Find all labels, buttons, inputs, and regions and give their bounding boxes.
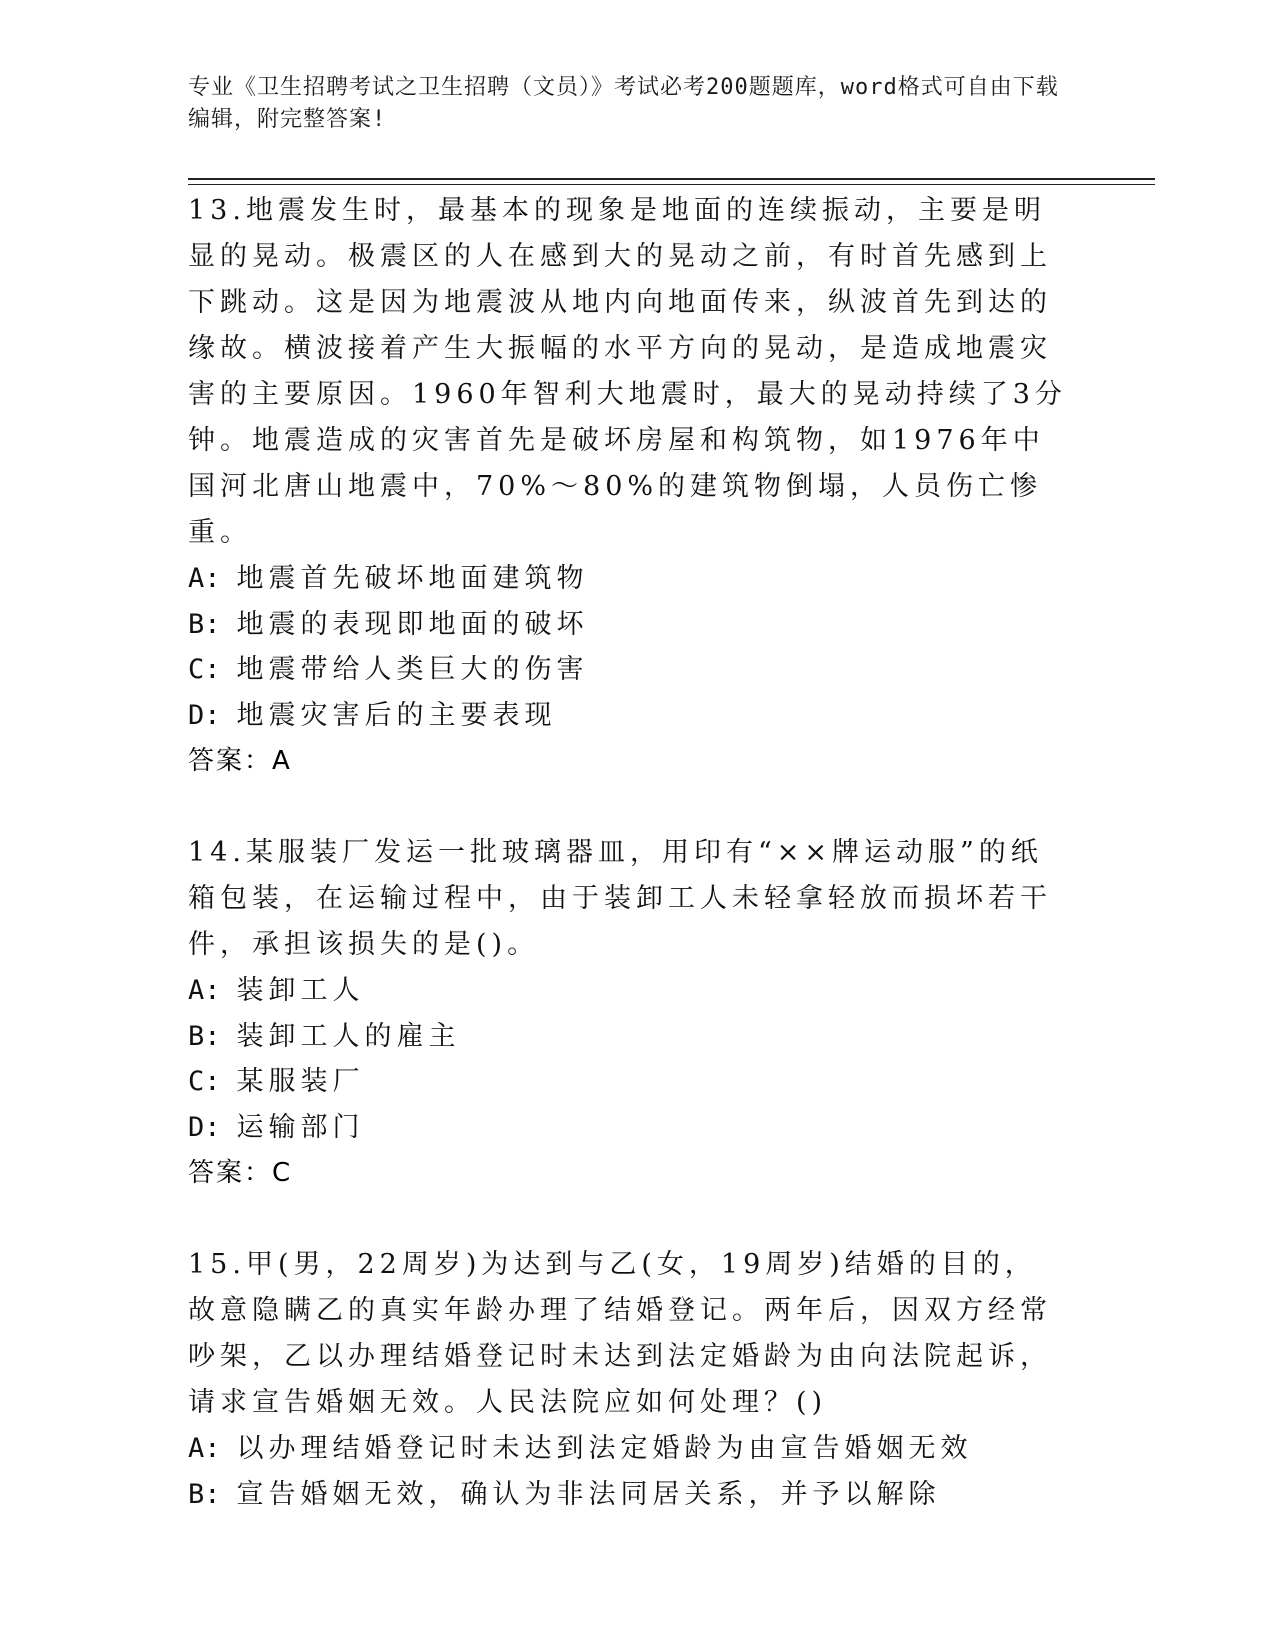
option-text: 以办理结婚登记时未达到法定婚龄为由宣告婚姻无效: [236, 1433, 973, 1464]
option-key: D:: [188, 699, 221, 731]
option-key: C:: [188, 654, 221, 685]
option-a: [188, 968, 1068, 1014]
option-d: [188, 693, 1068, 739]
option-key: C:: [188, 1066, 221, 1097]
question-stem: 13.地震发生时，最基本的现象是地面的连续振动，主要是明显的晃动。极震区的人在感到大的晃动之前，有时首先感到上下跳动。这是因为地震波从地内向地面传来，纵波首先到达的缘故。横波接着产生大振幅的水平方向的晃动，是造成地震灾害的主要原因。1960年智利大地震时，最大的晃动持续了3分钟。地震造成的灾害首先是破坏房屋和构筑物，如1976年中国河北唐山地震中，70%～80%的建筑物倒塌，人员伤亡惨重。: [188, 195, 1067, 548]
option-text: 地震首先破坏地面建筑物: [236, 563, 589, 594]
option-text: 某服装厂: [236, 1066, 365, 1097]
option-key: A:: [188, 1433, 221, 1464]
header-divider-thin: [188, 184, 1155, 185]
option-c: [188, 647, 1068, 693]
document-header: 专业《卫生招聘考试之卫生招聘（文员）》考试必考200题题库，word格式可自由下载编辑，附完整答案!: [188, 75, 1059, 132]
option-b: [188, 602, 1068, 648]
option-key: A:: [188, 563, 221, 594]
answer-line: 答案：C: [188, 1158, 293, 1188]
option-text: 运输部门: [236, 1111, 365, 1143]
option-text: 地震带给人类巨大的伤害: [236, 654, 589, 685]
option-b: [188, 1472, 1068, 1518]
option-text: 地震的表现即地面的破坏: [236, 608, 589, 640]
option-a: [188, 556, 1068, 602]
option-key: D:: [188, 1111, 221, 1143]
answer-line: 答案：A: [188, 746, 292, 776]
option-text: 装卸工人: [236, 975, 365, 1006]
question-list: [188, 188, 1068, 1517]
header-divider: [188, 178, 1155, 180]
question-13: [188, 188, 1068, 784]
option-key: A:: [188, 975, 221, 1006]
option-b: [188, 1014, 1068, 1060]
question-14: [188, 830, 1068, 1196]
option-key: B:: [188, 608, 221, 640]
option-d: [188, 1105, 1068, 1151]
option-text: 宣告婚姻无效，确认为非法同居关系，并予以解除: [236, 1478, 941, 1510]
option-a: [188, 1426, 1068, 1472]
option-key: B:: [188, 1478, 221, 1510]
question-15: [188, 1242, 1068, 1517]
option-key: B:: [188, 1020, 221, 1052]
option-c: [188, 1059, 1068, 1105]
question-stem: 14.某服装厂发运一批玻璃器皿，用印有“××牌运动服”的纸箱包装，在运输过程中，由于装卸工人未轻拿轻放而损坏若干件，承担该损失的是()。: [188, 837, 1052, 960]
question-stem: 15.甲(男，22周岁)为达到与乙(女，19周岁)结婚的目的，故意隐瞒乙的真实年龄办理了结婚登记。两年后，因双方经常吵架，乙以办理结婚登记时未达到法定婚龄为由向法院起诉，请求宣告婚姻无效。人民法院应如何处理？(): [188, 1249, 1052, 1418]
option-text: 装卸工人的雇主: [236, 1020, 461, 1052]
option-text: 地震灾害后的主要表现: [236, 699, 557, 731]
